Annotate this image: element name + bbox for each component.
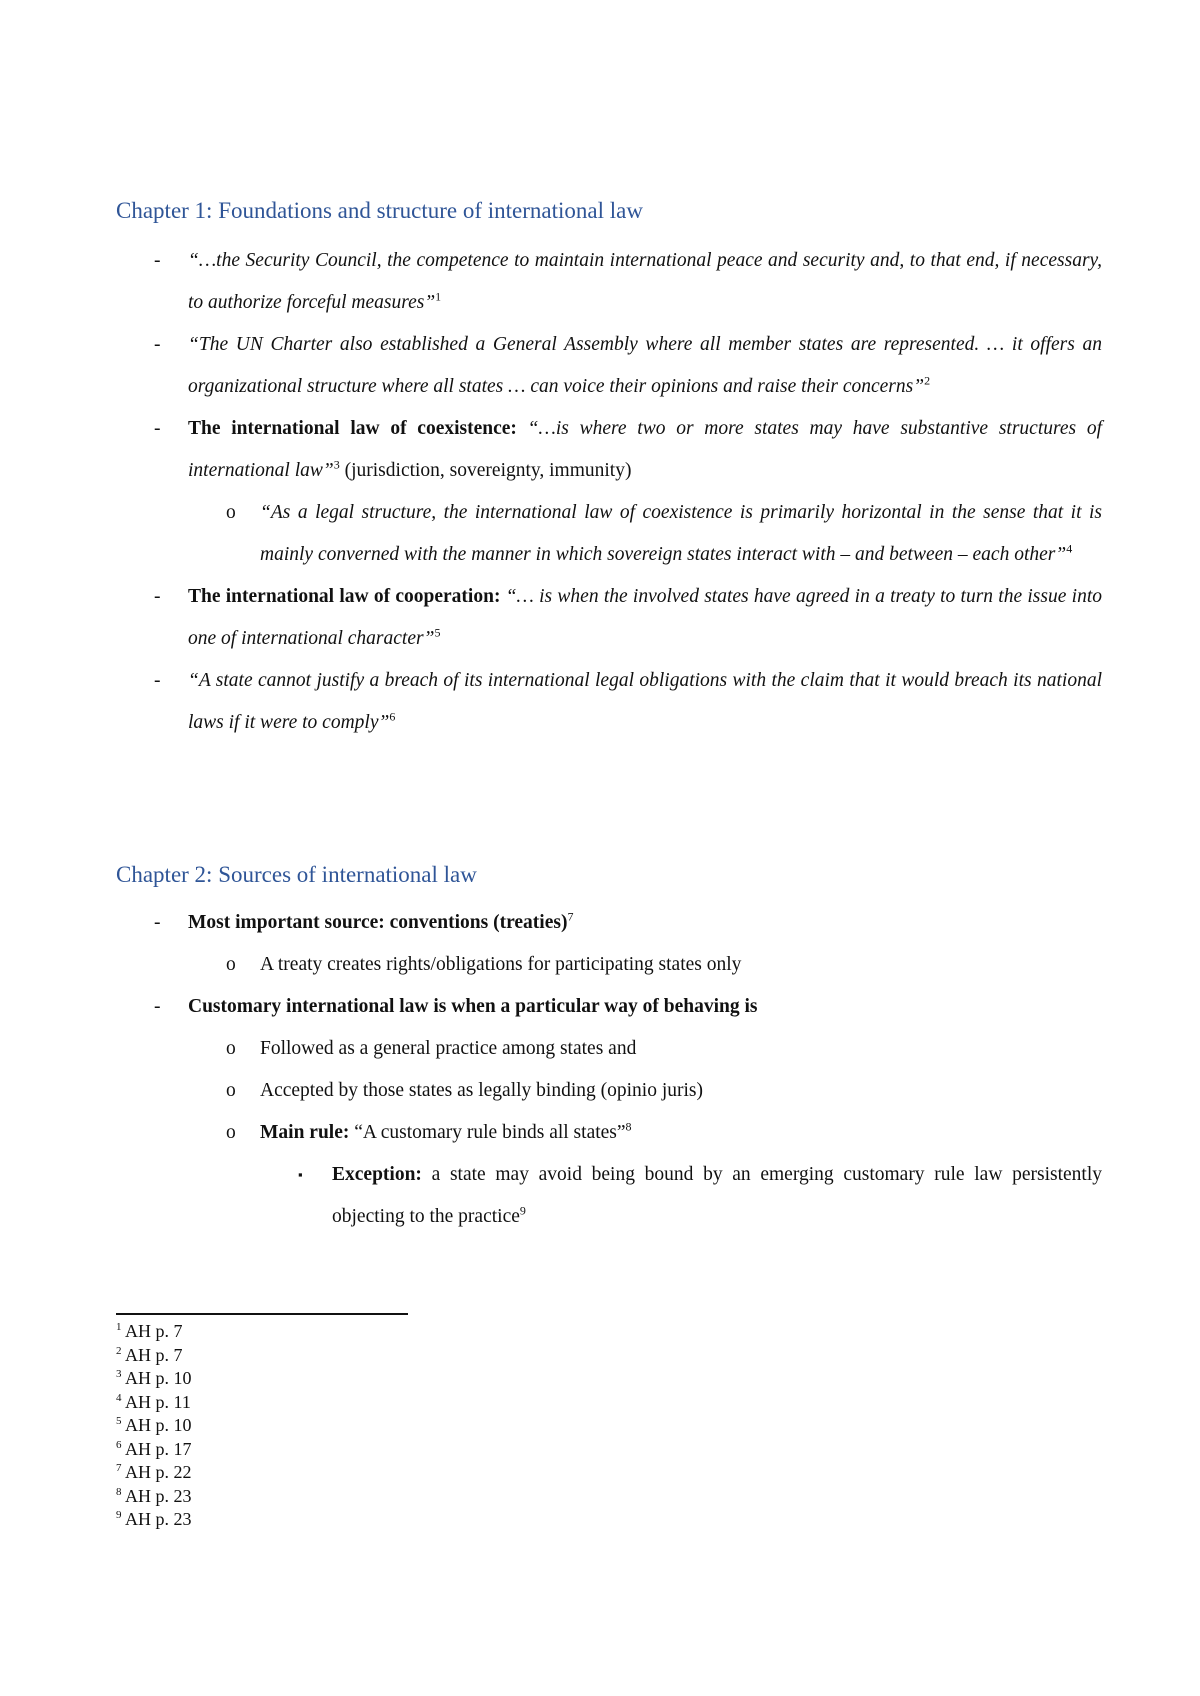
bullet-dash: - — [154, 586, 161, 607]
footnote — [116, 1438, 192, 1462]
list-item — [116, 324, 1102, 408]
item-text: “A customary rule binds all states” — [349, 1122, 626, 1143]
quote-text: “A state cannot justify a breach of its international legal obligations with the claim that it would breach its national laws if it were to comply” — [188, 670, 1102, 733]
bullet-dash: - — [154, 996, 161, 1017]
item-text: Followed as a general practice among states and — [260, 1038, 637, 1059]
list-item — [116, 660, 1102, 744]
footnote-ref: 6 — [389, 709, 396, 724]
chapter-2-heading: Chapter 2: Sources of international law — [116, 862, 477, 887]
bullet-square: ▪ — [298, 1167, 303, 1182]
note-text: (jurisdiction, sovereignty, immunity) — [339, 460, 632, 481]
footnote-text: AH p. 7 — [121, 1321, 183, 1341]
list-item — [116, 240, 1102, 324]
bullet-dash: - — [154, 670, 161, 691]
list-item — [116, 408, 1102, 492]
footnote-ref: 9 — [519, 1203, 526, 1218]
footnote — [116, 1344, 192, 1368]
footnotes — [116, 1320, 192, 1532]
footnote-number: 1 — [116, 1321, 122, 1333]
item-text: a state may avoid being bound by an emerging customary rule law persistently objecting to the practice — [332, 1164, 1102, 1227]
footnote — [116, 1414, 192, 1438]
list-item — [116, 902, 1102, 944]
quote-text: “As a legal structure, the international law of coexistence is primarily horizontal in the sense that it is mainly converned with the manner in which sovereign states interact with – and between – each other” — [260, 502, 1102, 565]
footnote-separator — [116, 1313, 408, 1315]
footnote-ref: 3 — [333, 457, 340, 472]
item-text: A treaty creates rights/obligations for participating states only — [260, 954, 742, 975]
quote-text: “… is when the involved states have agreed in a treaty to turn the issue into one of international character” — [188, 586, 1102, 649]
footnote-text: AH p. 17 — [121, 1438, 192, 1459]
term-label: Customary international law is when a particular way of behaving is — [188, 996, 758, 1017]
list-item — [116, 576, 1102, 660]
term-label: Exception: — [332, 1164, 422, 1185]
footnote — [116, 1320, 192, 1344]
footnote-text: AH p. 10 — [121, 1415, 192, 1435]
footnote-ref: 1 — [435, 289, 442, 304]
bullet-dash: - — [154, 334, 161, 355]
item-text: Accepted by those states as legally binding (opinio juris) — [260, 1080, 703, 1101]
footnote-number: 7 — [116, 1462, 122, 1474]
footnote — [116, 1485, 192, 1509]
bullet-circle: o — [226, 954, 236, 975]
footnote — [116, 1508, 192, 1532]
term-label: The international law of cooperation: — [188, 586, 501, 607]
footnote — [116, 1367, 192, 1391]
footnote-number: 9 — [116, 1509, 122, 1521]
term-label: The international law of coexistence: — [188, 418, 517, 439]
list-item — [116, 1070, 1102, 1112]
term-label: Main rule: — [260, 1122, 350, 1143]
quote-text: “…the Security Council, the competence to maintain international peace and security and, to that end, if necessary, to authorize forceful measures” — [188, 250, 1102, 313]
quote-text: “…is where two or more states may have substantive structures of international law” — [188, 418, 1103, 481]
list-item — [116, 1154, 1102, 1238]
footnote-ref: 4 — [1066, 541, 1073, 556]
footnote-text: AH p. 7 — [121, 1344, 183, 1365]
footnote-number: 5 — [116, 1415, 122, 1427]
bullet-dash: - — [154, 418, 161, 439]
list-item — [116, 1028, 1102, 1070]
footnote-number: 6 — [116, 1438, 122, 1451]
footnote-ref: 7 — [567, 909, 574, 924]
list-item — [116, 986, 1102, 1028]
footnote-ref: 2 — [924, 373, 931, 388]
footnote-text: AH p. 23 — [121, 1485, 192, 1506]
footnote-number: 3 — [116, 1368, 122, 1380]
footnote-text: AH p. 23 — [121, 1509, 192, 1529]
list-item — [116, 1112, 1102, 1154]
chapter-1-heading: Chapter 1: Foundations and structure of international law — [116, 198, 643, 223]
footnote-number: 8 — [116, 1485, 122, 1498]
footnote-number: 4 — [116, 1391, 122, 1404]
bullet-dash: - — [154, 250, 161, 271]
bullet-circle: o — [226, 1038, 236, 1059]
bullet-dash: - — [154, 912, 161, 933]
bullet-circle: o — [226, 1080, 236, 1101]
chapter-1-list — [116, 240, 1102, 744]
footnote-text: AH p. 10 — [121, 1368, 192, 1388]
quote-text: “The UN Charter also established a General Assembly where all member states are represented. … it offers an organizational structure where all states … can voice their opinions and raise their concerns” — [188, 334, 1102, 397]
footnote-text: AH p. 11 — [121, 1391, 191, 1412]
footnote-ref: 5 — [434, 625, 441, 640]
footnote — [116, 1461, 192, 1485]
footnote-ref: 8 — [625, 1119, 632, 1134]
footnote-number: 2 — [116, 1344, 122, 1357]
bullet-circle: o — [226, 502, 236, 523]
list-item — [116, 944, 1102, 986]
term-label: Most important source: conventions (treaties) — [188, 912, 568, 933]
footnote — [116, 1391, 192, 1415]
bullet-circle: o — [226, 1122, 236, 1143]
footnote-text: AH p. 22 — [121, 1462, 192, 1482]
chapter-2-list — [116, 902, 1102, 1238]
list-item — [116, 492, 1102, 576]
